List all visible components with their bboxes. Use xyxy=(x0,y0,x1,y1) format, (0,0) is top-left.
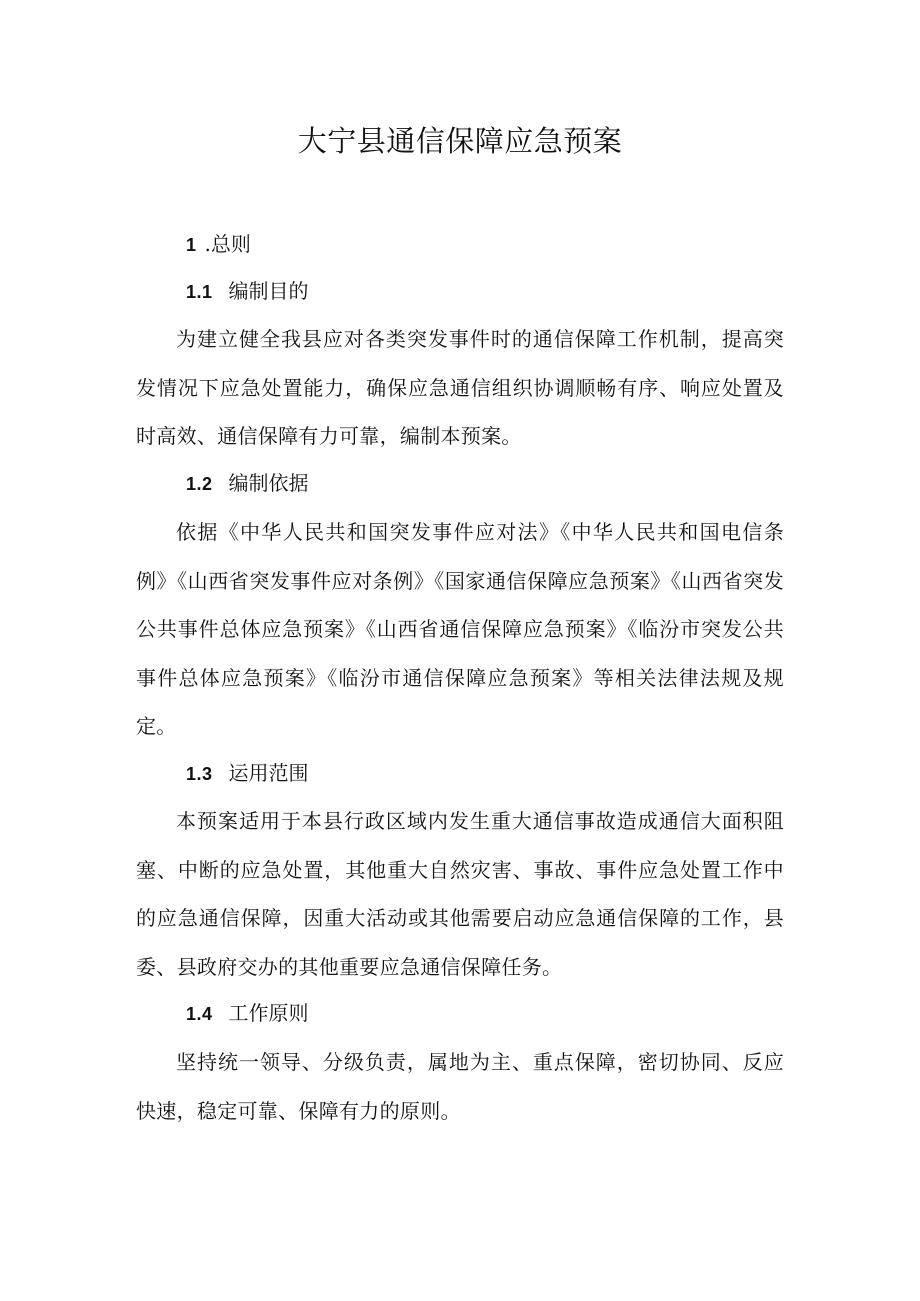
section-number: 1.2 xyxy=(186,474,213,494)
section-label: 工作原则 xyxy=(228,1001,309,1025)
section-label: 编制依据 xyxy=(228,471,309,495)
section-heading-general xyxy=(186,229,251,260)
section-heading-basis xyxy=(186,468,309,499)
section-label: .总则 xyxy=(204,232,251,256)
section-label: 编制目的 xyxy=(228,279,309,303)
paragraph-purpose: 为建立健全我县应对各类突发事件时的通信保障工作机制，提高突发情况下应急处置能力，确保应急通信组织协调顺畅有序、响应处置及时高效、通信保障有力可靠，编制本预案。 xyxy=(136,327,784,449)
section-number: 1.3 xyxy=(186,764,213,784)
section-heading-principles xyxy=(186,998,309,1029)
section-number: 1.4 xyxy=(186,1004,213,1024)
paragraph-scope: 本预案适用于本县行政区域内发生重大通信事故造成通信大面积阻塞、中断的应急处置，其他重大自然灾害、事故、事件应急处置工作中的应急通信保障，因重大活动或其他需要启动应急通信保障的工作，县委、县政府交办的其他重要应急通信保障任务。 xyxy=(136,809,784,979)
document-title: 大宁县通信保障应急预案 xyxy=(297,124,623,158)
paragraph-principles: 坚持统一领导、分级负责，属地为主、重点保障，密切协同、反应快速，稳定可靠、保障有力的原则。 xyxy=(136,1050,784,1123)
section-heading-scope xyxy=(186,758,309,789)
section-number: 1 xyxy=(186,235,197,255)
section-number: 1.1 xyxy=(186,282,213,302)
paragraph-basis: 依据《中华人民共和国突发事件应对法》《中华人民共和国电信条例》《山西省突发事件应对条例》《国家通信保障应急预案》《山西省突发公共事件总体应急预案》《山西省通信保障应急预案》《临汾市突发公共事件总体应急预案》《临汾市通信保障应急预案》等相关法律法规及规定。 xyxy=(136,520,784,739)
section-heading-purpose xyxy=(186,276,309,307)
section-label: 运用范围 xyxy=(228,761,309,785)
